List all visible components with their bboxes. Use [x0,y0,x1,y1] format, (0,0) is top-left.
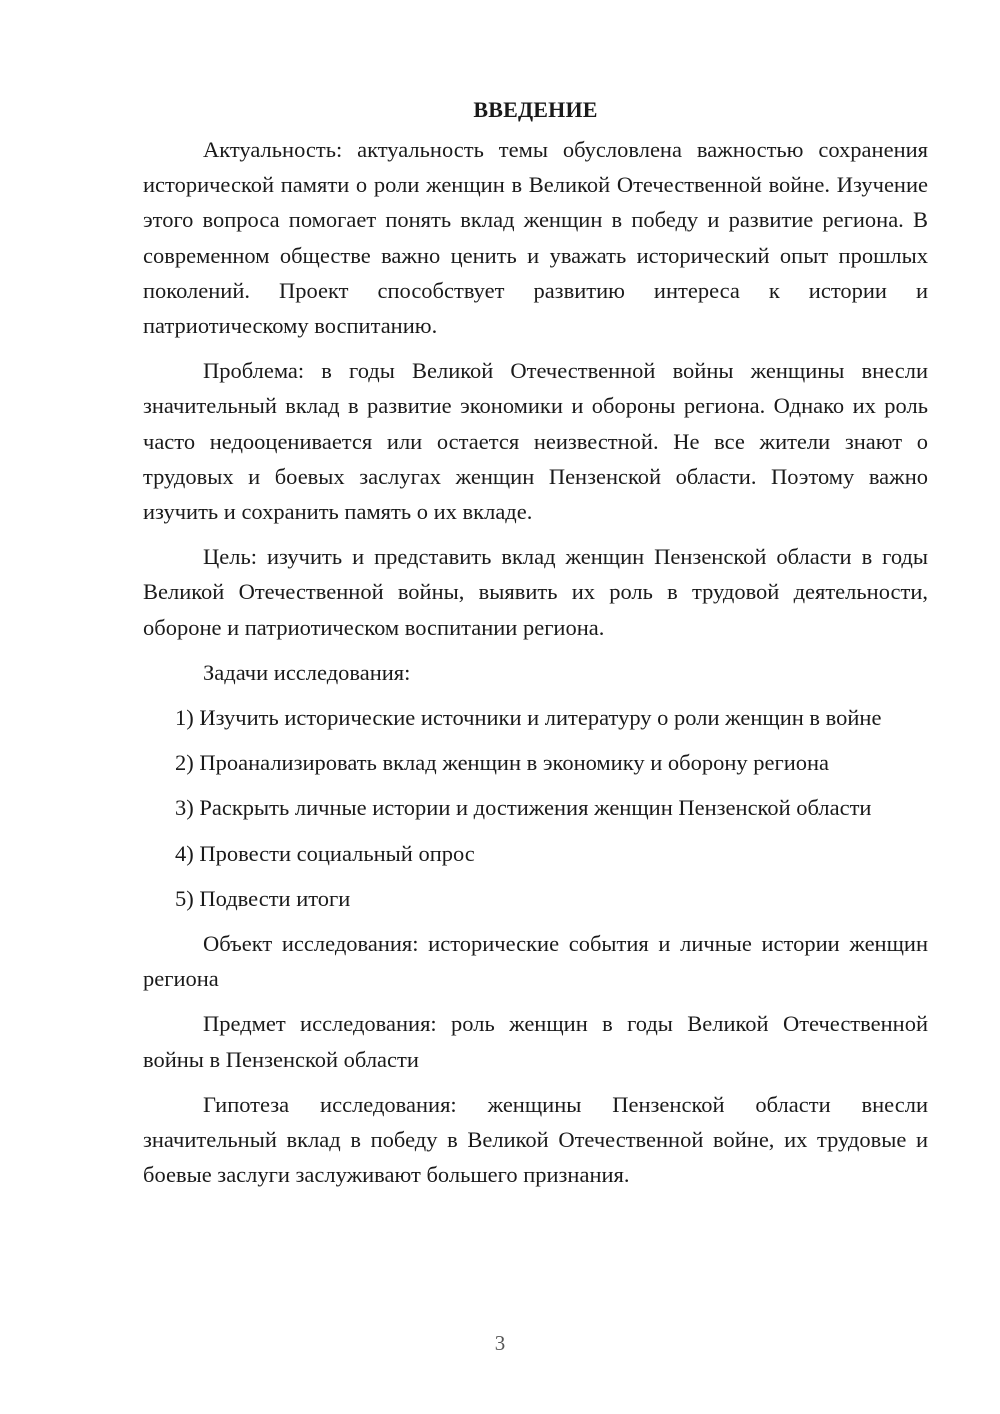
task-item-4: 4) Провести социальный опрос [175,840,475,866]
task-item-2: 2) Проанализировать вклад женщин в экономику и оборону региона [175,750,830,776]
object-paragraph: Объект исследования: исторические события и личные истории женщин региона [143,931,928,992]
tasks-list [143,700,928,916]
problem-paragraph: Проблема: в годы Великой Отечественной войны женщины внесли значительный вклад в развитие экономики и обороны региона. Однако их роль часто недооценивается или остается неизвестной. Не все жители знают о трудовых и боевых заслугах женщин Пензенской области. Поэтому важно изучить и сохранить память о их вкладе. [143,358,928,525]
task-item-5: 5) Подвести итоги [175,885,351,911]
document-page [143,92,928,1192]
goal-paragraph: Цель: изучить и представить вклад женщин Пензенской области в годы Великой Отечественной войны, выявить их роль в трудовой деятельности, обороне и патриотическом воспитании региона. [143,544,928,640]
page-number: 3 [494,1331,506,1355]
section-title: ВВЕДЕНИЕ [473,97,598,122]
relevance-paragraph: Актуальность: актуальность темы обусловлена важностью сохранения исторической памяти о роли женщин в Великой Отечественной войне. Изучение этого вопроса помогает понять вклад женщин в победу и развитие региона. В современном обществе важно ценить и уважать исторический опыт прошлых поколений. Проект способствует развитию интереса к истории и патриотическому воспитанию. [143,137,928,339]
task-item-3: 3) Раскрыть личные истории и достижения женщин Пензенской области [175,795,872,821]
subject-paragraph: Предмет исследования: роль женщин в годы Великой Отечественной войны в Пензенской области [143,1011,928,1072]
tasks-heading: Задачи исследования: [203,659,411,685]
hypothesis-paragraph: Гипотеза исследования: женщины Пензенской области внесли значительный вклад в победу в Великой Отечественной войне, их трудовые и боевые заслуги заслуживают большего признания. [143,1091,928,1188]
task-item-1: 1) Изучить исторические источники и литературу о роли женщин в войне [175,705,882,731]
